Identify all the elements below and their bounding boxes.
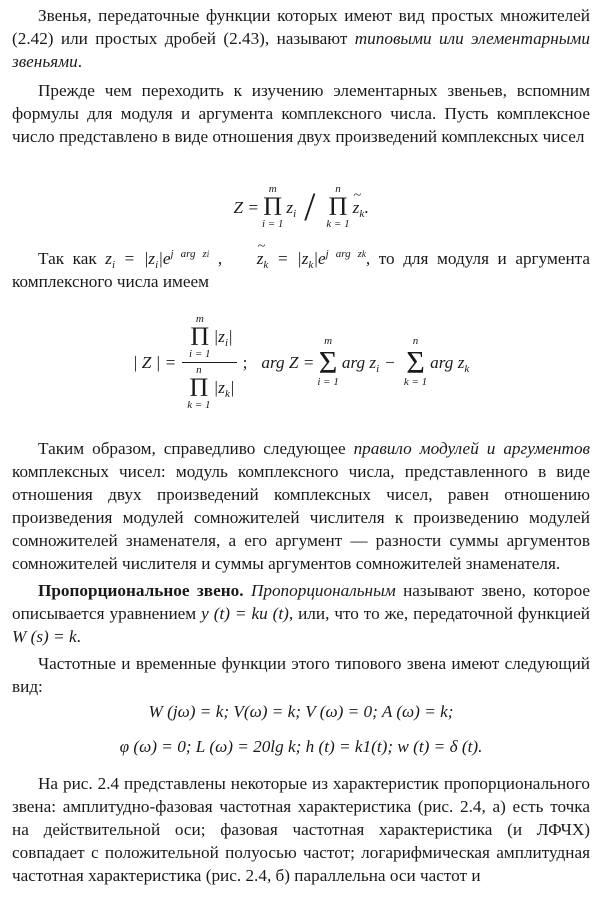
text-span: Звенья, передаточные функции которых имеют вид простых множителей (2.42) или простых дробей (2.43), называют <box>12 6 590 48</box>
document-page <box>12 4 590 887</box>
division-slash: / <box>304 184 316 229</box>
formula-lhs: Z = <box>233 197 259 217</box>
paragraph-complex-number: Прежде чем переходить к изучению элементарных звеньев, вспомним формулы для модуля и аргумента комплексного числа. Пусть комплексное число представлено в виде отношения двух произведений комплексных чисел <box>12 81 590 146</box>
formula-product-ratio <box>12 171 590 243</box>
factor-tilde: ~ $z_k$. <box>353 196 369 219</box>
product-operator: m Π i = 1 <box>261 183 284 230</box>
paragraph-rule: Таким образом, справедливо следующее правило модулей и аргументов комплексных чисел: модуль комплексного числа, представленного в виде отношения двух произведений комплексных чисел, равен отношению произведения модулей сомножителей числителя к произведению модулей сомножителей знаменателя, а его аргумент — разности суммы аргументов сомножителей числителя и суммы аргументов сомножителей знаменателя. <box>12 439 591 573</box>
italic-term: типовыми или элементарными звеньями <box>12 29 590 71</box>
factor: $z_i$ <box>286 197 297 220</box>
product-operator: n Π k = 1 <box>326 183 350 230</box>
formula-time-functions: φ (ω) = 0; L (ω) = 20lg k; h (t) = k1(t); w (t) = δ (t). <box>119 737 483 756</box>
sum-operator: m Σ i = 1 <box>317 335 339 388</box>
formula-lhs: | Z | = <box>132 352 177 372</box>
paragraph-functions: Частотные и временные функции этого типового звена имеют следующий вид: <box>12 654 590 696</box>
sum-operator: n Σ k = 1 <box>403 335 428 388</box>
paragraph-figure-description: На рис. 2.4 представлены некоторые из характеристик пропорционального звена: амплитудно-фазовая частотная характеристика (рис. 2.4, а) есть точка на действительной оси; фазовая частотная характеристика (и ЛФЧХ) совпадает с положительной полуосью частот; логарифмическая амплитудная частотная характеристика (рис. 2.4, б) параллельна оси частот и <box>12 774 590 885</box>
modulus-fraction: m Π i = 1 $|z_i|$ n Π k = 1 $|z_k|$ <box>180 314 238 411</box>
formula-frequency-functions: W (jω) = k; V(ω) = k; V (ω) = 0; A (ω) = k; <box>148 702 454 721</box>
paragraph-typical-links <box>12 4 590 73</box>
paragraph-proportional-link: Пропорциональное звено. Пропорциональным называют звено, которое описывается уравнением y (t) = ku (t), или, что то же, передаточной функцией W (s) = k. <box>12 581 591 646</box>
formula-inline-zi: $z_i = |z_i|e^{j arg zi}$ <box>105 248 210 271</box>
section-heading: Пропорциональное звено. <box>38 581 244 600</box>
formula-modulus-argument: | Z | = m Π i = 1 $|z_i|$ n Π k = 1 $|z_k|$ ; arg Z = m Σ i = 1 arg $z_i$ − n Σ k = 1 arg $z_k$ <box>132 312 470 411</box>
formula-inline-zk: ~ $z_k = |z_k|e^{j arg zk}$ <box>231 249 366 268</box>
paragraph-since: Так как $z_i = |z_i|e^{j arg zi}$ , ~ $z_k = |z_k|e^{j arg zk}$, то для модуля и аргумента комплексного числа имеем <box>12 247 590 293</box>
text-span: . <box>77 52 82 71</box>
italic-term: правило модулей и аргументов <box>353 439 591 458</box>
